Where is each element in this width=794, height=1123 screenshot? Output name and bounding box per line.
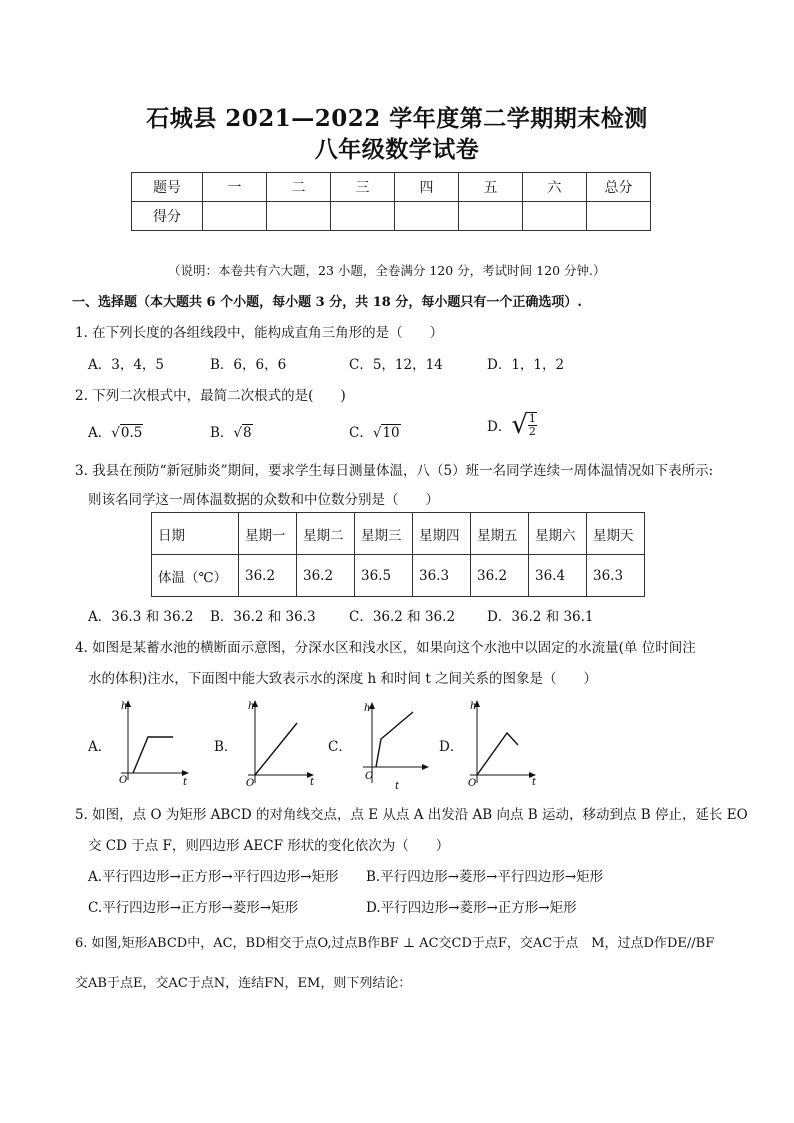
axis-label-h: h [364, 703, 371, 714]
q5-option-b: B.平行四边形→菱形→平行四边形→矩形 [366, 869, 604, 885]
score-header-cell: 三 [331, 173, 395, 202]
q3-option-b: B．36.2 和 36.3 [210, 609, 316, 625]
q2-option-a-label: A． [88, 425, 112, 441]
score-row-label: 得分 [132, 202, 203, 231]
q2-option-d [487, 410, 537, 440]
score-entry-cell[interactable] [395, 202, 459, 231]
axis-label-t: t [183, 777, 188, 785]
day-cell: 星期六 [529, 513, 587, 555]
q2-option-a [88, 421, 143, 441]
axis-label-t: t [532, 777, 537, 787]
temperature-table-temp-row [152, 555, 645, 597]
score-header-cell: 题号 [132, 173, 203, 202]
q4-graph-c [355, 697, 435, 791]
day-cell: 星期三 [355, 513, 413, 555]
fraction-denominator: 2 [528, 425, 536, 438]
q4-option-d-label: D． [439, 739, 464, 755]
q4-graph-b [240, 695, 320, 787]
q5-option-a: A.平行四边形→正方形→平行四边形→矩形 [88, 869, 339, 885]
depth-curve [255, 723, 297, 775]
score-header-cell: 四 [395, 173, 459, 202]
day-cell: 星期四 [413, 513, 471, 555]
q2-option-c [349, 421, 401, 441]
score-header-cell: 一 [203, 173, 267, 202]
q1-option-a: A．3，4，5 [88, 357, 165, 373]
temp-cell: 36.3 [413, 555, 471, 597]
score-header-cell: 六 [523, 173, 587, 202]
day-cell: 星期五 [471, 513, 529, 555]
score-table-score-row [132, 202, 651, 231]
q3-option-a: A．36.3 和 36.2 [88, 609, 194, 625]
q4-option-b-label: B． [214, 739, 238, 755]
q4-option-a-label: A． [88, 739, 112, 755]
depth-curve [376, 712, 413, 767]
q2-option-c-radicand: 10 [382, 425, 400, 441]
q1-option-d: D．1，1，2 [487, 357, 565, 373]
temp-cell: 36.2 [471, 555, 529, 597]
section-heading: 一、选择题（本大题共 6 个小题，每小题 3 分，共 18 分，每小题只有一个正确选项）. [72, 295, 582, 310]
q2-option-a-radicand: 0.5 [120, 425, 143, 441]
q2-option-d-fraction [528, 412, 537, 438]
score-header-cell: 二 [267, 173, 331, 202]
q4-graph-d [462, 695, 542, 787]
origin-label: O [468, 778, 477, 787]
q2-option-b-label: B． [210, 425, 234, 441]
temp-row-label: 体温（℃） [152, 555, 239, 597]
q1-option-c: C．5，12，14 [349, 357, 443, 373]
temp-cell: 36.5 [355, 555, 413, 597]
question-4-stem-line1: 4. 如图是某蓄水池的横断面示意图，分深水区和浅水区，如果向这个水池中以固定的水流量(单 位时间注 [75, 640, 696, 656]
q3-option-c: C．36.2 和 36.2 [349, 609, 456, 625]
score-entry-cell[interactable] [523, 202, 587, 231]
score-header-cell: 总分 [587, 173, 651, 202]
q2-option-b [210, 421, 253, 441]
question-1-stem: 1. 在下列长度的各组线段中，能构成直角三角形的是（ ） [75, 325, 444, 341]
fraction-numerator: 1 [528, 412, 536, 425]
question-3-stem-line1: 3. 我县在预防“新冠肺炎”期间，要求学生每日测量体温，八（5）班一名同学连续一周体温情况如下表所示: [75, 463, 714, 479]
question-2-stem: 2. 下列二次根式中，最简二次根式的是( ) [75, 388, 346, 404]
axis-label-h: h [470, 701, 477, 712]
origin-label: O [119, 775, 128, 785]
exam-title: 石城县 2021—2022 学年度第二学期期末检测 [146, 105, 648, 132]
x-axis-arrow [422, 764, 429, 770]
question-5-stem-line1: 5. 如图，点 O 为矩形 ABCD 的对角线交点，点 E 从点 A 出发沿 AB 向点 B 运动，移动到点 B 停止，延长 EO [75, 807, 748, 823]
score-entry-cell[interactable] [331, 202, 395, 231]
question-6-stem-line2: 交AB于点E，交AC于点N，连结FN，EM，则下列结论： [75, 976, 412, 991]
score-table-header-row [132, 173, 651, 202]
score-entry-cell[interactable] [587, 202, 651, 231]
score-entry-cell[interactable] [203, 202, 267, 231]
radical-sign: √ [111, 425, 120, 441]
q4-graph-a [113, 695, 193, 785]
radical-sign: √ [511, 410, 528, 440]
radical-sign: √ [233, 425, 243, 441]
temp-cell: 36.4 [529, 555, 587, 597]
temperature-table [151, 512, 645, 597]
axis-label-t: t [395, 781, 400, 791]
origin-label: O [246, 778, 255, 787]
q3-option-d: D．36.2 和 36.1 [487, 609, 594, 625]
temp-cell: 36.2 [297, 555, 355, 597]
q5-option-c: C.平行四边形→正方形→菱形→矩形 [88, 900, 299, 916]
origin-label: O [365, 771, 374, 782]
score-table [131, 172, 651, 231]
exam-instructions: （说明：本卷共有六大题，23 小题，全卷满分 120 分，考试时间 120 分钟.） [168, 263, 606, 278]
radical-sign: √ [372, 425, 382, 441]
q4-option-c-label: C． [328, 739, 352, 755]
score-header-cell: 五 [459, 173, 523, 202]
axis-label-h: h [121, 701, 128, 712]
q1-option-b: B．6，6，6 [210, 357, 287, 373]
day-cell: 星期二 [297, 513, 355, 555]
question-6-stem-line1: 6. 如图,矩形ABCD中，AC，BD相交于点O,过点B作BF ⊥ AC交CD于点F，交AC于点 M，过点D作DE//BF [75, 936, 715, 951]
day-cell: 星期一 [239, 513, 297, 555]
q5-option-d: D.平行四边形→菱形→正方形→矩形 [366, 900, 577, 916]
score-entry-cell[interactable] [459, 202, 523, 231]
question-4-stem-line2: 水的体积)注水，下面图中能大致表示水的深度 h 和时间 t 之间关系的图象是（ ） [88, 671, 598, 687]
q2-option-b-radicand: 8 [243, 425, 252, 441]
temp-cell: 36.3 [587, 555, 645, 597]
q2-option-c-label: C． [349, 425, 373, 441]
day-cell: 星期天 [587, 513, 645, 555]
day-row-label: 日期 [152, 513, 239, 555]
question-3-stem-line2: 则该名同学这一周体温数据的众数和中位数分别是（ ） [88, 492, 439, 508]
x-axis-arrow [182, 770, 189, 776]
score-entry-cell[interactable] [267, 202, 331, 231]
temp-cell: 36.2 [239, 555, 297, 597]
depth-curve [133, 737, 173, 773]
axis-label-t: t [310, 777, 315, 787]
question-5-stem-line2: 交 CD 于点 F，则四边形 AECF 形状的变化依次为（ ） [88, 838, 450, 854]
q2-option-d-label: D． [487, 419, 512, 435]
depth-curve [477, 733, 518, 775]
temperature-table-day-row [152, 513, 645, 555]
exam-subtitle: 八年级数学试卷 [314, 136, 480, 163]
axis-label-h: h [248, 701, 255, 712]
